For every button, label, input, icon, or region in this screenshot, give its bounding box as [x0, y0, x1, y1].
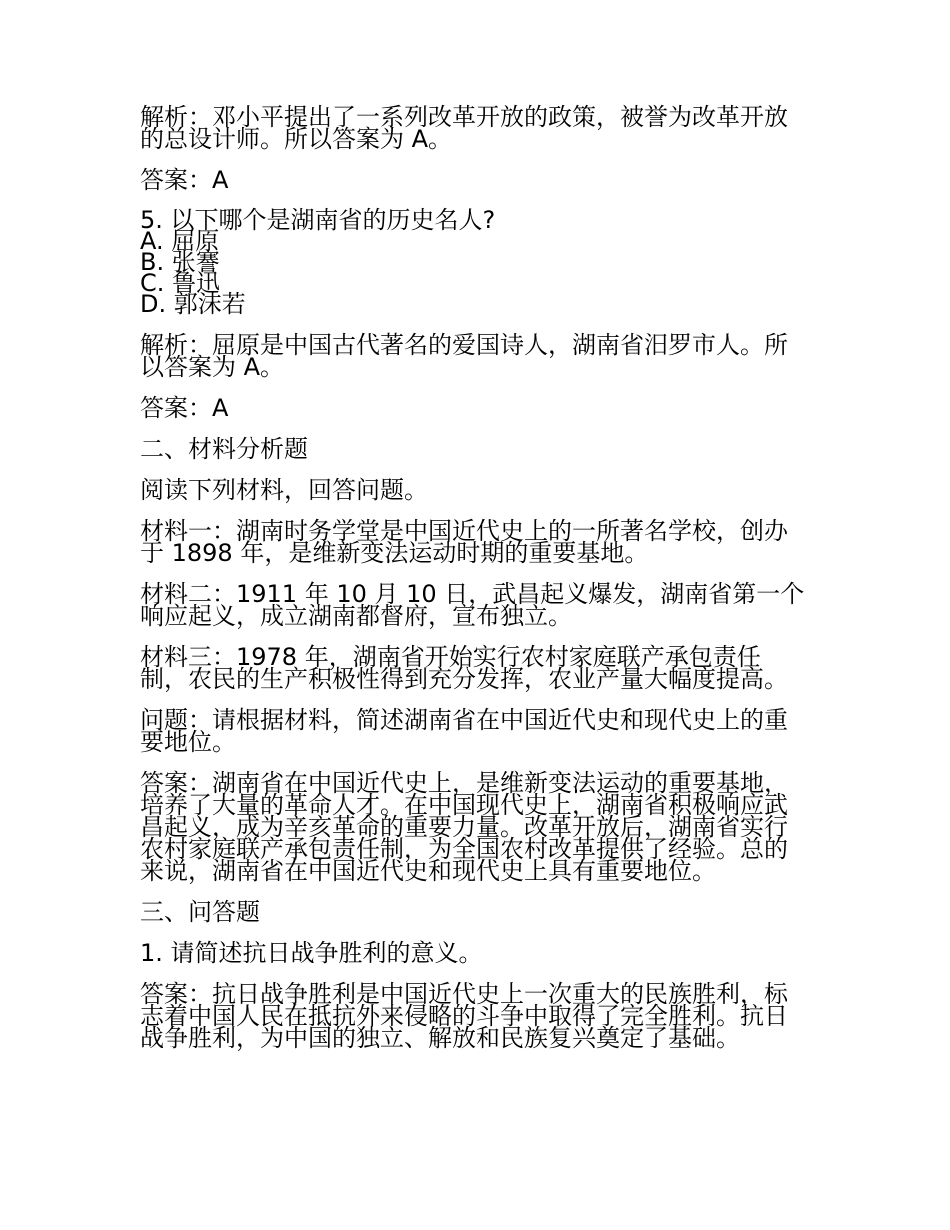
q5-option-c: C. 鲁迅 [140, 269, 221, 297]
q5-option-d: D. 郭沫若 [140, 290, 246, 318]
material-3 [140, 643, 812, 693]
section-2-instruction: 阅读下列材料，回答问题。 [140, 476, 428, 504]
section-3-question-1: 1. 请简述抗日战争胜利的意义。 [140, 939, 483, 967]
section-3-answer-line: 志着中国人民在抵抗外来侵略的斗争中取得了完全胜利。抗日 [140, 1002, 788, 1030]
section-3-answer [140, 980, 812, 1052]
q5-answer: 答案：A [140, 394, 229, 422]
section-2-answer-line: 来说，湖南省在中国近代史和现代史上具有重要地位。 [140, 857, 716, 885]
q4-analysis-line-1: 解析：邓小平提出了一系列改革开放的政策，被誉为改革开放 [140, 103, 788, 131]
section-2-question [140, 706, 812, 756]
section-2-answer-line: 培养了大量的革命人才。在中国现代史上，湖南省积极响应武 [140, 791, 788, 819]
material-2 [140, 580, 812, 630]
section-2-answer-line: 答案：湖南省在中国近代史上，是维新变法运动的重要基地， [140, 769, 788, 797]
document-page [140, 103, 812, 1068]
q4-analysis [140, 103, 812, 153]
q5-option-b: B. 张謇 [140, 248, 220, 276]
section-3-answer-line: 答案：抗日战争胜利是中国近代史上一次重大的民族胜利，标 [140, 980, 788, 1008]
section-2-answer-line: 昌起义，成为辛亥革命的重要力量。改革开放后，湖南省实行 [140, 813, 788, 841]
section-2-question-line-2: 要地位。 [140, 728, 236, 756]
q5-analysis [140, 331, 812, 381]
q5-option-a: A. 屈原 [140, 227, 220, 255]
q5-question: 5. 以下哪个是湖南省的历史名人? [140, 206, 496, 234]
q5-block [140, 206, 812, 318]
material-1-line-1: 材料一：湖南时务学堂是中国近代史上的一所著名学校，创办 [140, 517, 788, 545]
section-2-question-line-1: 问题：请根据材料，简述湖南省在中国近代史和现代史上的重 [140, 706, 788, 734]
material-2-line-2: 响应起义，成立湖南都督府，宣布独立。 [140, 602, 572, 630]
q4-answer: 答案：A [140, 166, 229, 194]
material-1 [140, 517, 812, 567]
material-3-line-2: 制，农民的生产积极性得到充分发挥，农业产量大幅度提高。 [140, 665, 788, 693]
q4-analysis-line-2: 的总设计师。所以答案为 A。 [140, 125, 453, 153]
section-3-heading: 三、问答题 [140, 898, 260, 926]
material-2-line-1: 材料二：1911 年 10 月 10 日，武昌起义爆发，湖南省第一个 [140, 580, 805, 608]
section-3-answer-line: 战争胜利，为中国的独立、解放和民族复兴奠定了基础。 [140, 1024, 740, 1052]
section-2-heading: 二、材料分析题 [140, 435, 308, 463]
section-2-answer-line: 农村家庭联产承包责任制，为全国农村改革提供了经验。总的 [140, 835, 788, 863]
material-1-line-2: 于 1898 年，是维新变法运动时期的重要基地。 [140, 539, 649, 567]
material-3-line-1: 材料三：1978 年，湖南省开始实行农村家庭联产承包责任 [140, 643, 761, 671]
section-2-answer [140, 769, 812, 885]
q5-analysis-line-2: 以答案为 A。 [140, 353, 285, 381]
q5-analysis-line-1: 解析：屈原是中国古代著名的爱国诗人，湖南省汨罗市人。所 [140, 331, 788, 359]
